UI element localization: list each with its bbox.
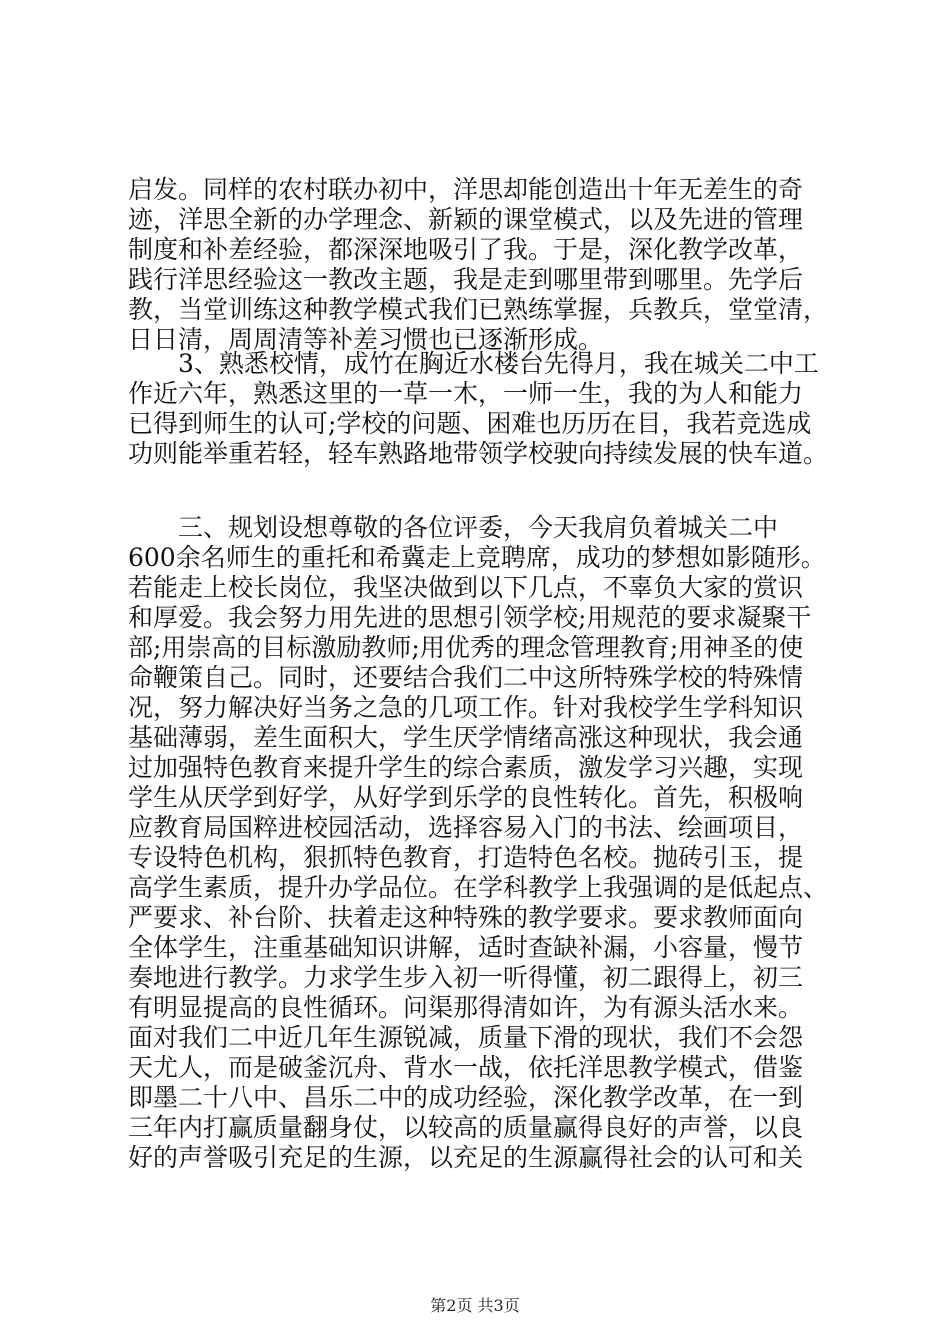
text-line: 启发。同样的农村联办初中，洋思却能创造出十年无差生的奇 <box>128 175 804 204</box>
text-line: 作近六年，熟悉这里的一草一木，一师一生，我的为人和能力 <box>128 379 804 408</box>
text-line: 过加强特色教育来提升学生的综合素质，激发学习兴趣，实现 <box>128 753 804 782</box>
text-line: 日日清，周周清等补差习惯也已逐渐形成。 <box>128 325 604 354</box>
page-footer <box>0 1296 950 1316</box>
text-line: 和厚爱。我会努力用先进的思想引领学校;用规范的要求凝聚干 <box>128 603 812 632</box>
text-line: 教，当堂训练这种教学模式我们已熟练掌握，兵教兵，堂堂清， <box>128 295 829 324</box>
text-line: 即墨二十八中、昌乐二中的成功经验，深化教学改革，在一到 <box>128 1083 804 1112</box>
text-line: 践行洋思经验这一教改主题，我是走到哪里带到哪里。先学后 <box>128 265 804 294</box>
text-line: 功则能举重若轻，轻车熟路地带领学校驶向持续发展的快车道。 <box>128 439 829 468</box>
text-line: 应教育局国粹进校园活动，选择容易入门的书法、绘画项目， <box>128 813 804 842</box>
paragraph-1 <box>128 175 848 355</box>
paragraph-3 <box>128 513 848 1173</box>
page-number: 第2页 共3页 <box>430 1296 520 1315</box>
text-line: 迹，洋思全新的办学理念、新颖的课堂模式，以及先进的管理 <box>128 205 804 234</box>
text-line: 况，努力解决好当务之急的几项工作。针对我校学生学科知识 <box>128 693 804 722</box>
text-line: 部;用崇高的目标激励教师;用优秀的理念管理教育;用神圣的使 <box>128 633 804 662</box>
text-line: 已得到师生的认可;学校的问题、困难也历历在目，我若竞选成 <box>128 409 812 438</box>
text-line: 三年内打赢质量翻身仗，以较高的质量赢得良好的声誉，以良 <box>128 1113 804 1142</box>
text-line: 基础薄弱，差生面积大，学生厌学情绪高涨这种现状，我会通 <box>128 723 804 752</box>
paragraph-2 <box>128 349 848 469</box>
text-line: 三、规划设想尊敬的各位评委，今天我肩负着城关二中 <box>128 513 779 542</box>
text-line: 天尤人，而是破釜沉舟、背水一战，依托洋思教学模式，借鉴 <box>128 1053 804 1082</box>
text-line: 专设特色机构，狠抓特色教育，打造特色名校。抛砖引玉，提 <box>128 843 804 872</box>
text-line: 若能走上校长岗位，我坚决做到以下几点，不辜负大家的赏识 <box>128 573 804 602</box>
text-line: 3、熟悉校情，成竹在胸近水楼台先得月，我在城关二中工 <box>128 349 819 378</box>
text-line: 学生从厌学到好学，从好学到乐学的良性转化。首先，积极响 <box>128 783 804 812</box>
text-line: 600余名师生的重托和希冀走上竞聘席，成功的梦想如影随形。 <box>128 543 826 572</box>
text-line: 好的声誉吸引充足的生源，以充足的生源赢得社会的认可和关 <box>128 1143 804 1172</box>
text-line: 命鞭策自己。同时，还要结合我们二中这所特殊学校的特殊情 <box>128 663 804 692</box>
text-line: 奏地进行教学。力求学生步入初一听得懂，初二跟得上，初三 <box>128 963 804 992</box>
text-line: 严要求、补台阶、扶着走这种特殊的教学要求。要求教师面向 <box>128 903 804 932</box>
text-line: 制度和补差经验，都深深地吸引了我。于是，深化教学改革， <box>128 235 804 264</box>
text-line: 面对我们二中近几年生源锐减，质量下滑的现状，我们不会怨 <box>128 1023 804 1052</box>
text-line: 全体学生，注重基础知识讲解，适时查缺补漏，小容量，慢节 <box>128 933 804 962</box>
text-line: 高学生素质，提升办学品位。在学科教学上我强调的是低起点、 <box>128 873 829 902</box>
text-line: 有明显提高的良性循环。问渠那得清如许，为有源头活水来。 <box>128 993 804 1022</box>
